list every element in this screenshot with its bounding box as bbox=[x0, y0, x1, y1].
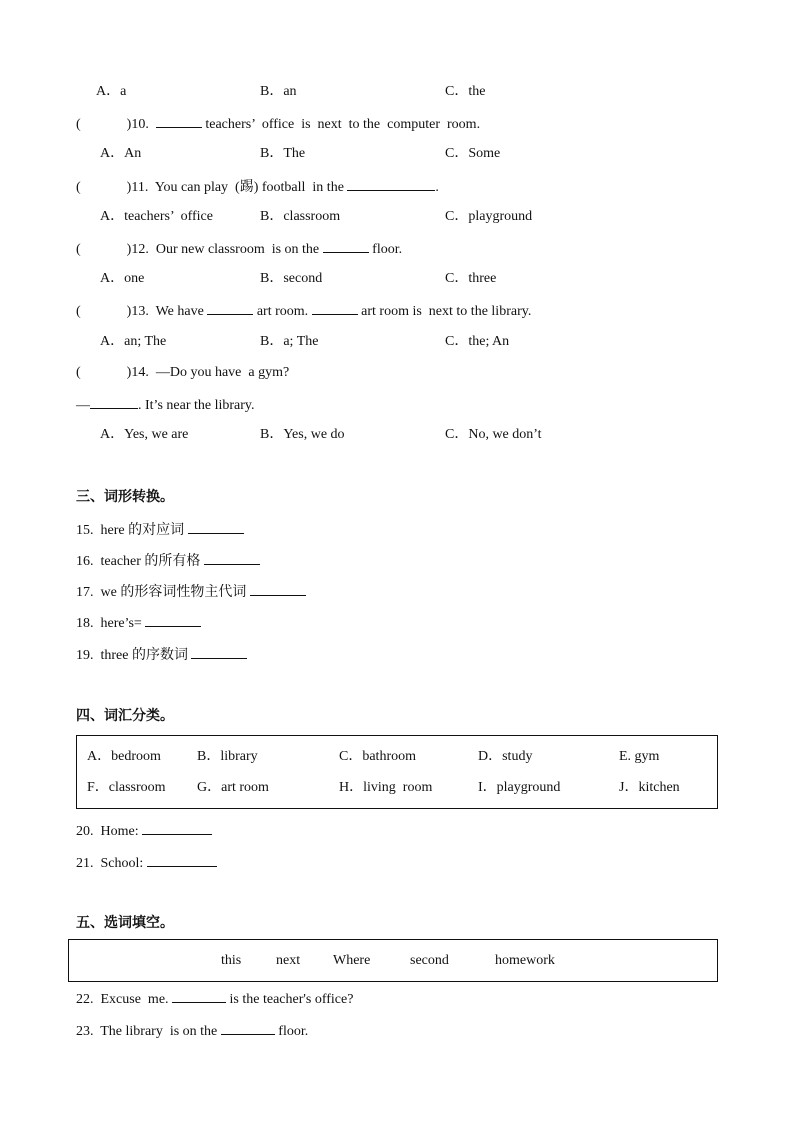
question-text: Excuse me. bbox=[100, 992, 173, 1007]
question-12 bbox=[76, 238, 402, 260]
question-text-mid: art room. bbox=[253, 304, 312, 319]
question-text: You can play (踢) football in the bbox=[154, 180, 348, 195]
answer-blank[interactable] bbox=[204, 550, 260, 565]
word-a: A．bedroom bbox=[87, 749, 161, 764]
question-number: 16. bbox=[76, 554, 94, 569]
q11-option-c: C．playground bbox=[445, 209, 533, 224]
word-choice-box bbox=[68, 939, 718, 982]
q10-option-b: B．The bbox=[260, 146, 306, 161]
answer-blank[interactable] bbox=[172, 988, 226, 1003]
answer-blank[interactable] bbox=[147, 852, 217, 867]
q13-option-b: B．a; The bbox=[260, 334, 319, 349]
question-17 bbox=[76, 581, 306, 603]
question-text-end: floor. bbox=[368, 242, 403, 257]
answer-blank[interactable] bbox=[188, 519, 244, 534]
answer-blank[interactable] bbox=[191, 644, 247, 659]
question-number: 21. bbox=[76, 856, 94, 871]
answer-blank[interactable] bbox=[142, 820, 212, 835]
question-13 bbox=[76, 300, 531, 322]
word-homework: homework bbox=[495, 953, 555, 968]
q11-option-b: B．classroom bbox=[260, 209, 341, 224]
reply-text: . It’s near the library. bbox=[138, 398, 255, 413]
word-b: B．library bbox=[197, 749, 258, 764]
question-text: here’s= bbox=[100, 616, 146, 631]
question-10 bbox=[76, 113, 480, 135]
paren-open: ( bbox=[76, 117, 81, 132]
question-21 bbox=[76, 852, 217, 874]
question-text: we 的形容词性物主代词 bbox=[100, 585, 250, 600]
word-bank-box bbox=[76, 735, 718, 809]
word-c: C．bathroom bbox=[339, 749, 416, 764]
q12-option-a: A．one bbox=[100, 271, 145, 286]
paren-close: ) bbox=[126, 242, 132, 257]
question-number: 11. bbox=[131, 180, 149, 195]
q9-option-a: A．a bbox=[96, 84, 127, 99]
question-text: We have bbox=[155, 304, 208, 319]
word-where: Where bbox=[333, 953, 371, 968]
question-text: School: bbox=[100, 856, 147, 871]
answer-blank[interactable] bbox=[156, 113, 202, 128]
answer-blank-2[interactable] bbox=[312, 300, 358, 315]
question-number: 19. bbox=[76, 648, 94, 663]
q9-option-b: B．an bbox=[260, 84, 297, 99]
question-number: 22. bbox=[76, 992, 94, 1007]
q11-option-a: A．teachers’ office bbox=[100, 209, 213, 224]
word-f: F．classroom bbox=[87, 780, 166, 795]
q9-option-c: C．the bbox=[445, 84, 486, 99]
question-23 bbox=[76, 1020, 308, 1042]
word-h: H．living room bbox=[339, 780, 433, 795]
answer-blank[interactable] bbox=[90, 394, 138, 409]
question-text-end: art room is next to the library. bbox=[357, 304, 532, 319]
question-19 bbox=[76, 644, 247, 666]
question-text: three 的序数词 bbox=[100, 648, 192, 663]
question-number: 17. bbox=[76, 585, 94, 600]
question-text: —Do you have a gym? bbox=[155, 365, 290, 380]
word-e: E. gym bbox=[619, 749, 660, 764]
q14-option-a: A．Yes, we are bbox=[100, 427, 189, 442]
question-number: 23. bbox=[76, 1024, 94, 1039]
question-text: The library is on the bbox=[100, 1024, 221, 1039]
question-16 bbox=[76, 550, 260, 572]
q12-option-b: B．second bbox=[260, 271, 323, 286]
q13-option-a: A．an; The bbox=[100, 334, 167, 349]
question-22 bbox=[76, 988, 353, 1010]
question-number: 18. bbox=[76, 616, 94, 631]
paren-close: ) bbox=[126, 365, 132, 380]
paren-open: ( bbox=[76, 242, 81, 257]
question-text: here 的对应词 bbox=[100, 523, 188, 538]
paren-close: ) bbox=[126, 180, 132, 195]
q14-option-c: C．No, we don’t bbox=[445, 427, 542, 442]
question-11 bbox=[76, 176, 439, 198]
question-text: Home: bbox=[100, 824, 143, 839]
question-14-reply bbox=[76, 394, 255, 416]
question-number: 15. bbox=[76, 523, 94, 538]
question-18 bbox=[76, 612, 201, 634]
answer-blank-1[interactable] bbox=[207, 300, 253, 315]
question-text: Our new classroom is on the bbox=[155, 242, 323, 257]
dash: — bbox=[76, 398, 90, 413]
question-number: 13. bbox=[131, 304, 149, 319]
word-j: J．kitchen bbox=[619, 780, 680, 795]
q10-option-c: C．Some bbox=[445, 146, 501, 161]
answer-blank[interactable] bbox=[323, 238, 369, 253]
section-4-title: 四、词汇分类。 bbox=[76, 708, 174, 724]
q14-option-b: B．Yes, we do bbox=[260, 427, 345, 442]
question-15 bbox=[76, 519, 244, 541]
question-number: 20. bbox=[76, 824, 94, 839]
paren-open: ( bbox=[76, 180, 81, 195]
paren-close: ) bbox=[126, 117, 132, 132]
word-second: second bbox=[410, 953, 449, 968]
section-5-title: 五、选词填空。 bbox=[76, 915, 174, 931]
answer-blank[interactable] bbox=[145, 612, 201, 627]
question-14 bbox=[76, 363, 289, 383]
answer-blank[interactable] bbox=[347, 176, 435, 191]
word-g: G．art room bbox=[197, 780, 269, 795]
word-next: next bbox=[276, 953, 301, 968]
question-text-end: floor. bbox=[274, 1024, 309, 1039]
section-3-title: 三、词形转换。 bbox=[76, 489, 174, 505]
q12-option-c: C．three bbox=[445, 271, 497, 286]
answer-blank[interactable] bbox=[250, 581, 306, 596]
answer-blank[interactable] bbox=[221, 1020, 275, 1035]
paren-open: ( bbox=[76, 365, 81, 380]
word-i: I．playground bbox=[478, 780, 561, 795]
paren-open: ( bbox=[76, 304, 81, 319]
question-number: 10. bbox=[131, 117, 149, 132]
question-text: teachers’ office is next to the computer room. bbox=[201, 117, 481, 132]
paren-close: ) bbox=[126, 304, 132, 319]
question-text: teacher 的所有格 bbox=[100, 554, 204, 569]
question-text-end: is the teacher's office? bbox=[226, 992, 354, 1007]
question-text-end: . bbox=[435, 180, 439, 195]
question-number: 12. bbox=[131, 242, 149, 257]
word-this: this bbox=[221, 953, 242, 968]
q13-option-c: C．the; An bbox=[445, 334, 510, 349]
question-20 bbox=[76, 820, 212, 842]
question-number: 14. bbox=[131, 365, 149, 380]
word-d: D．study bbox=[478, 749, 533, 764]
q10-option-a: A．An bbox=[100, 146, 142, 161]
